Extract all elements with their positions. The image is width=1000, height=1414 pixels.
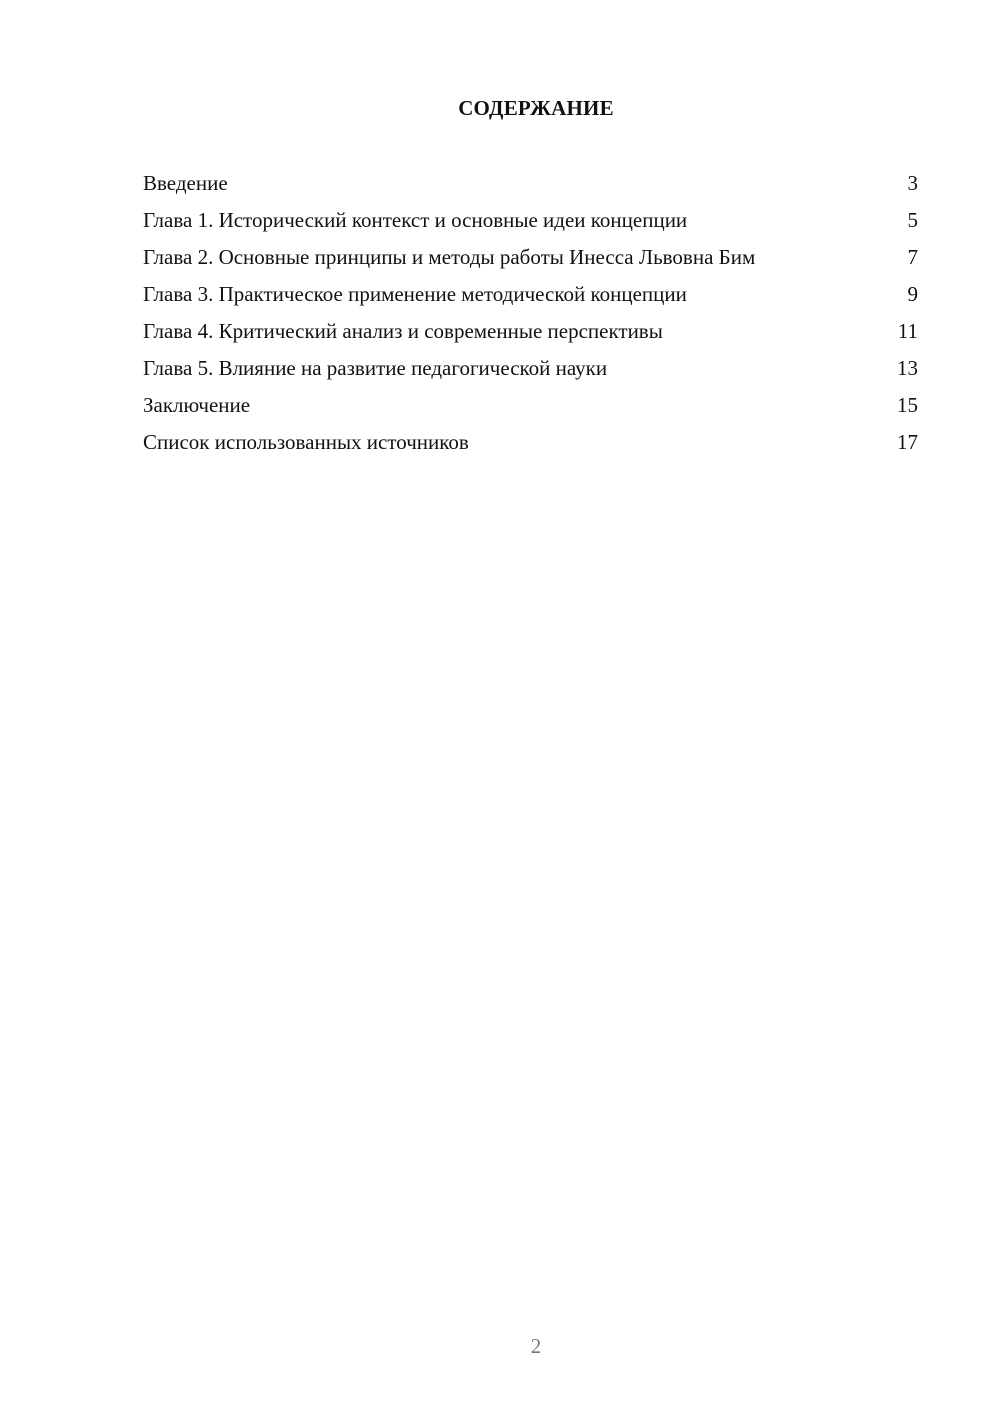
toc-entry-chapter-3[interactable] (143, 281, 918, 307)
toc-entry-conclusion[interactable] (143, 392, 918, 418)
page-number: 2 (530, 1334, 542, 1358)
toc-entry-title: Глава 4. Критический анализ и современные перспективы (143, 319, 663, 343)
toc-entry-chapter-5[interactable] (143, 355, 918, 381)
toc-entry-title: Список использованных источников (143, 430, 469, 454)
toc-entry-title: Глава 2. Основные принципы и методы работы Инесса Львовна Бим (143, 245, 756, 269)
toc-entry-introduction[interactable] (143, 170, 918, 196)
toc-heading: СОДЕРЖАНИЕ (458, 96, 614, 120)
toc-entry-page: 15 (897, 393, 918, 417)
toc-entry-title: Глава 5. Влияние на развитие педагогической науки (143, 356, 608, 380)
toc-entry-page: 7 (907, 245, 918, 269)
toc-entry-references[interactable] (143, 429, 918, 455)
toc-entry-page: 17 (897, 430, 918, 454)
toc-entry-chapter-2[interactable] (143, 244, 918, 270)
toc-entry-title: Глава 1. Исторический контекст и основные идеи концепции (143, 208, 688, 232)
toc-entry-page: 5 (907, 208, 918, 232)
toc-entry-page: 13 (897, 356, 918, 380)
toc-entry-chapter-4[interactable] (143, 318, 918, 344)
table-of-contents (143, 170, 918, 466)
toc-entry-title: Заключение (143, 393, 251, 417)
toc-entry-page: 3 (907, 171, 918, 195)
toc-entry-chapter-1[interactable] (143, 207, 918, 233)
toc-entry-page: 9 (907, 282, 918, 306)
toc-entry-title: Глава 3. Практическое применение методической концепции (143, 282, 687, 306)
toc-entry-page: 11 (897, 319, 918, 343)
toc-entry-title: Введение (143, 171, 228, 195)
